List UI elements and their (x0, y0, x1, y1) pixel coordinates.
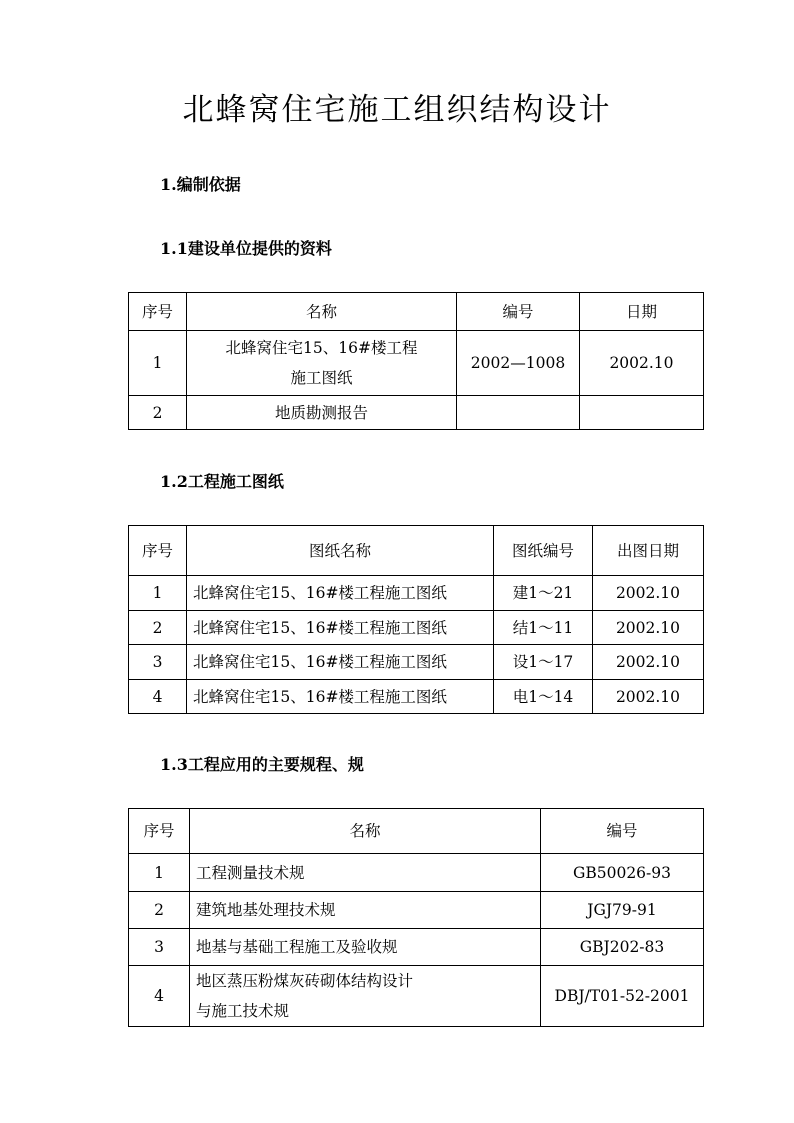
document-title: 北蜂窝住宅施工组织结构设计 (182, 92, 612, 128)
section-heading-regulations: 1.3工程应用的主要规程、规 (160, 755, 364, 774)
table-header-row (129, 526, 704, 576)
column-header: 编号 (457, 293, 580, 331)
section-heading-basis: 1.编制依据 (160, 175, 241, 194)
table-row (129, 576, 704, 611)
column-header: 出图日期 (593, 526, 704, 576)
section-heading-drawings: 1.2工程施工图纸 (160, 472, 284, 491)
regulation-name-line: 地区蒸压粉煤灰砖砌体结构设计 (196, 972, 414, 990)
row-number: 2 (129, 396, 187, 430)
column-header: 名称 (190, 809, 541, 854)
row-number: 4 (129, 680, 187, 714)
table-row (129, 892, 704, 929)
column-header: 序号 (129, 526, 187, 576)
row-number: 1 (129, 331, 187, 396)
material-code (457, 396, 580, 430)
column-header: 编号 (541, 809, 704, 854)
table-row (129, 680, 704, 714)
drawing-code: 建1～21 (494, 576, 593, 611)
drawing-name: 北蜂窝住宅15、16#楼工程施工图纸 (187, 680, 494, 714)
regulation-name-line: 与施工技术规 (196, 1002, 290, 1020)
drawing-code: 电1～14 (494, 680, 593, 714)
drawing-date: 2002.10 (593, 680, 704, 714)
table-row (129, 611, 704, 645)
regulation-name: 工程测量技术规 (190, 854, 541, 892)
table-row (129, 929, 704, 966)
column-header: 图纸名称 (187, 526, 494, 576)
regulation-name: 地基与基础工程施工及验收规 (190, 929, 541, 966)
row-number: 4 (129, 966, 190, 1027)
row-number: 3 (129, 645, 187, 680)
table-header-row (129, 809, 704, 854)
column-header: 名称 (187, 293, 457, 331)
material-name-line: 施工图纸 (290, 369, 353, 387)
drawing-name: 北蜂窝住宅15、16#楼工程施工图纸 (187, 645, 494, 680)
row-number: 1 (129, 576, 187, 611)
row-number: 2 (129, 611, 187, 645)
table-row (129, 396, 704, 430)
row-number: 3 (129, 929, 190, 966)
drawing-code: 结1～11 (494, 611, 593, 645)
column-header: 图纸编号 (494, 526, 593, 576)
regulation-name: 建筑地基处理技术规 (190, 892, 541, 929)
row-number: 2 (129, 892, 190, 929)
section-heading-client-materials: 1.1建设单位提供的资料 (160, 239, 332, 258)
drawing-name: 北蜂窝住宅15、16#楼工程施工图纸 (187, 611, 494, 645)
drawing-name: 北蜂窝住宅15、16#楼工程施工图纸 (187, 576, 494, 611)
column-header: 序号 (129, 293, 187, 331)
table-row (129, 966, 704, 1027)
table-row (129, 645, 704, 680)
table-row (129, 331, 704, 396)
regulation-code: GB50026-93 (541, 854, 704, 892)
material-name-line: 北蜂窝住宅15、16#楼工程 (225, 339, 418, 357)
drawing-code: 设1～17 (494, 645, 593, 680)
material-name: 地质勘测报告 (187, 396, 457, 430)
drawing-date: 2002.10 (593, 576, 704, 611)
material-date: 2002.10 (580, 331, 704, 396)
material-name (187, 331, 457, 396)
column-header: 日期 (580, 293, 704, 331)
row-number: 1 (129, 854, 190, 892)
drawings-table (128, 525, 704, 714)
regulation-name (190, 966, 541, 1027)
regulation-code: GBJ202-83 (541, 929, 704, 966)
table-row (129, 854, 704, 892)
table-header-row (129, 293, 704, 331)
material-code: 2002—1008 (457, 331, 580, 396)
column-header: 序号 (129, 809, 190, 854)
client-materials-table (128, 292, 704, 430)
drawing-date: 2002.10 (593, 645, 704, 680)
regulation-code: DBJ/T01-52-2001 (541, 966, 704, 1027)
regulations-table (128, 808, 704, 1027)
drawing-date: 2002.10 (593, 611, 704, 645)
regulation-code: JGJ79-91 (541, 892, 704, 929)
material-date (580, 396, 704, 430)
